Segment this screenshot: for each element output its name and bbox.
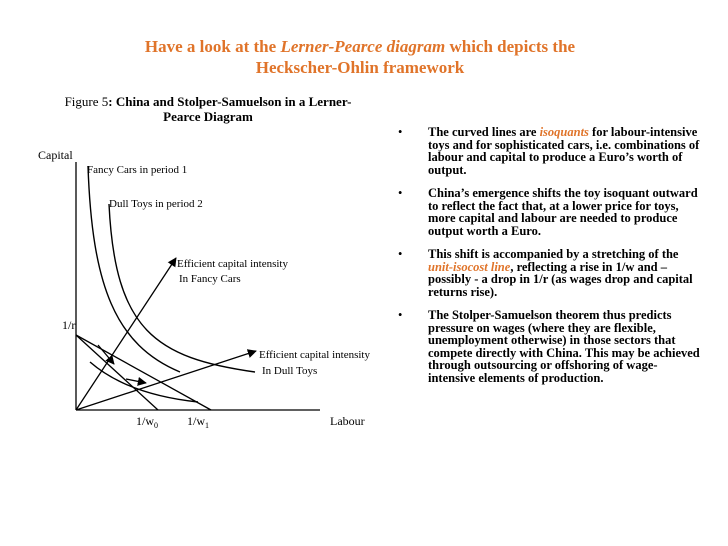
- isoquant-dull-toys-period2: [109, 204, 255, 372]
- label-eci-fancy-1: Efficient capital intensity: [177, 258, 288, 270]
- title-prefix: Have a look at the: [144, 37, 281, 56]
- figure-caption-text: : China and Stolper-Samuelson in a Lerner-Pearce Diagram: [108, 94, 352, 124]
- bullet-symbol: •: [398, 247, 403, 261]
- ray-capital-intensity-fancy-cars: [76, 258, 176, 410]
- explanation-bullets: [398, 126, 700, 395]
- x-axis-label: Labour: [330, 414, 365, 428]
- bullet-item: • The Stolper-Samuelson theorem thus predicts pressure on wages (where they are flexible, unemployment otherwise) in those sectors that compete directly with China. This may be achieved through outsourcing or offshoring of wage-intensive elements of production.: [398, 308, 700, 385]
- isocost-line-w0: [76, 335, 158, 410]
- y-axis-label: Capital: [38, 148, 73, 162]
- isoquant-fancy-cars: [88, 166, 180, 372]
- bullet-symbol: •: [398, 308, 403, 322]
- label-fancy-cars: Fancy Cars in period 1: [87, 164, 188, 176]
- highlight-isoquants: isoquants: [539, 125, 589, 139]
- title-suffix: which depicts the: [445, 37, 576, 56]
- label-inv-w1: $1/w_1$: [187, 414, 209, 430]
- figure-number: Figure 5: [64, 94, 109, 109]
- title-line2: Heckscher-Ohlin framework: [255, 58, 465, 77]
- label-eci-fancy-2: In Fancy Cars: [179, 273, 241, 285]
- label-eci-dull-1: Efficient capital intensity: [259, 349, 370, 361]
- title-emphasis: Lerner-Pearce diagram: [280, 37, 446, 56]
- label-inv-r: 1/r: [62, 318, 76, 332]
- slide-title: [40, 36, 680, 78]
- figure-caption: [48, 94, 368, 124]
- lerner-pearce-diagram: [30, 140, 375, 440]
- label-dull-toys: Dull Toys in period 2: [109, 198, 203, 210]
- bullet-symbol: •: [398, 186, 403, 200]
- bullet-symbol: •: [398, 125, 403, 139]
- label-eci-dull-2: In Dull Toys: [262, 365, 318, 377]
- bullet-item: • China’s emergence shifts the toy isoquant outward to reflect the fact that, at a lower price for toys, more capital and labour are needed to produce output worth a Euro.: [398, 186, 698, 238]
- bullet-item: • The curved lines are isoquants for labour-intensive toys and for sophisticated cars, i.e. combinations of labour and capital to produce a Euro’s worth of output.: [398, 125, 700, 177]
- highlight-unit-isocost-line: unit-isocost line: [428, 259, 511, 274]
- label-inv-w0: $1/w_0$: [136, 414, 158, 430]
- shift-arrow-lower: [126, 379, 146, 383]
- bullet-item: • This shift is accompanied by a stretching of the unit-isocost line, reflecting a rise in 1/w and – possibly - a drop in 1/r (as wages drop and capital returns rise).: [398, 247, 693, 299]
